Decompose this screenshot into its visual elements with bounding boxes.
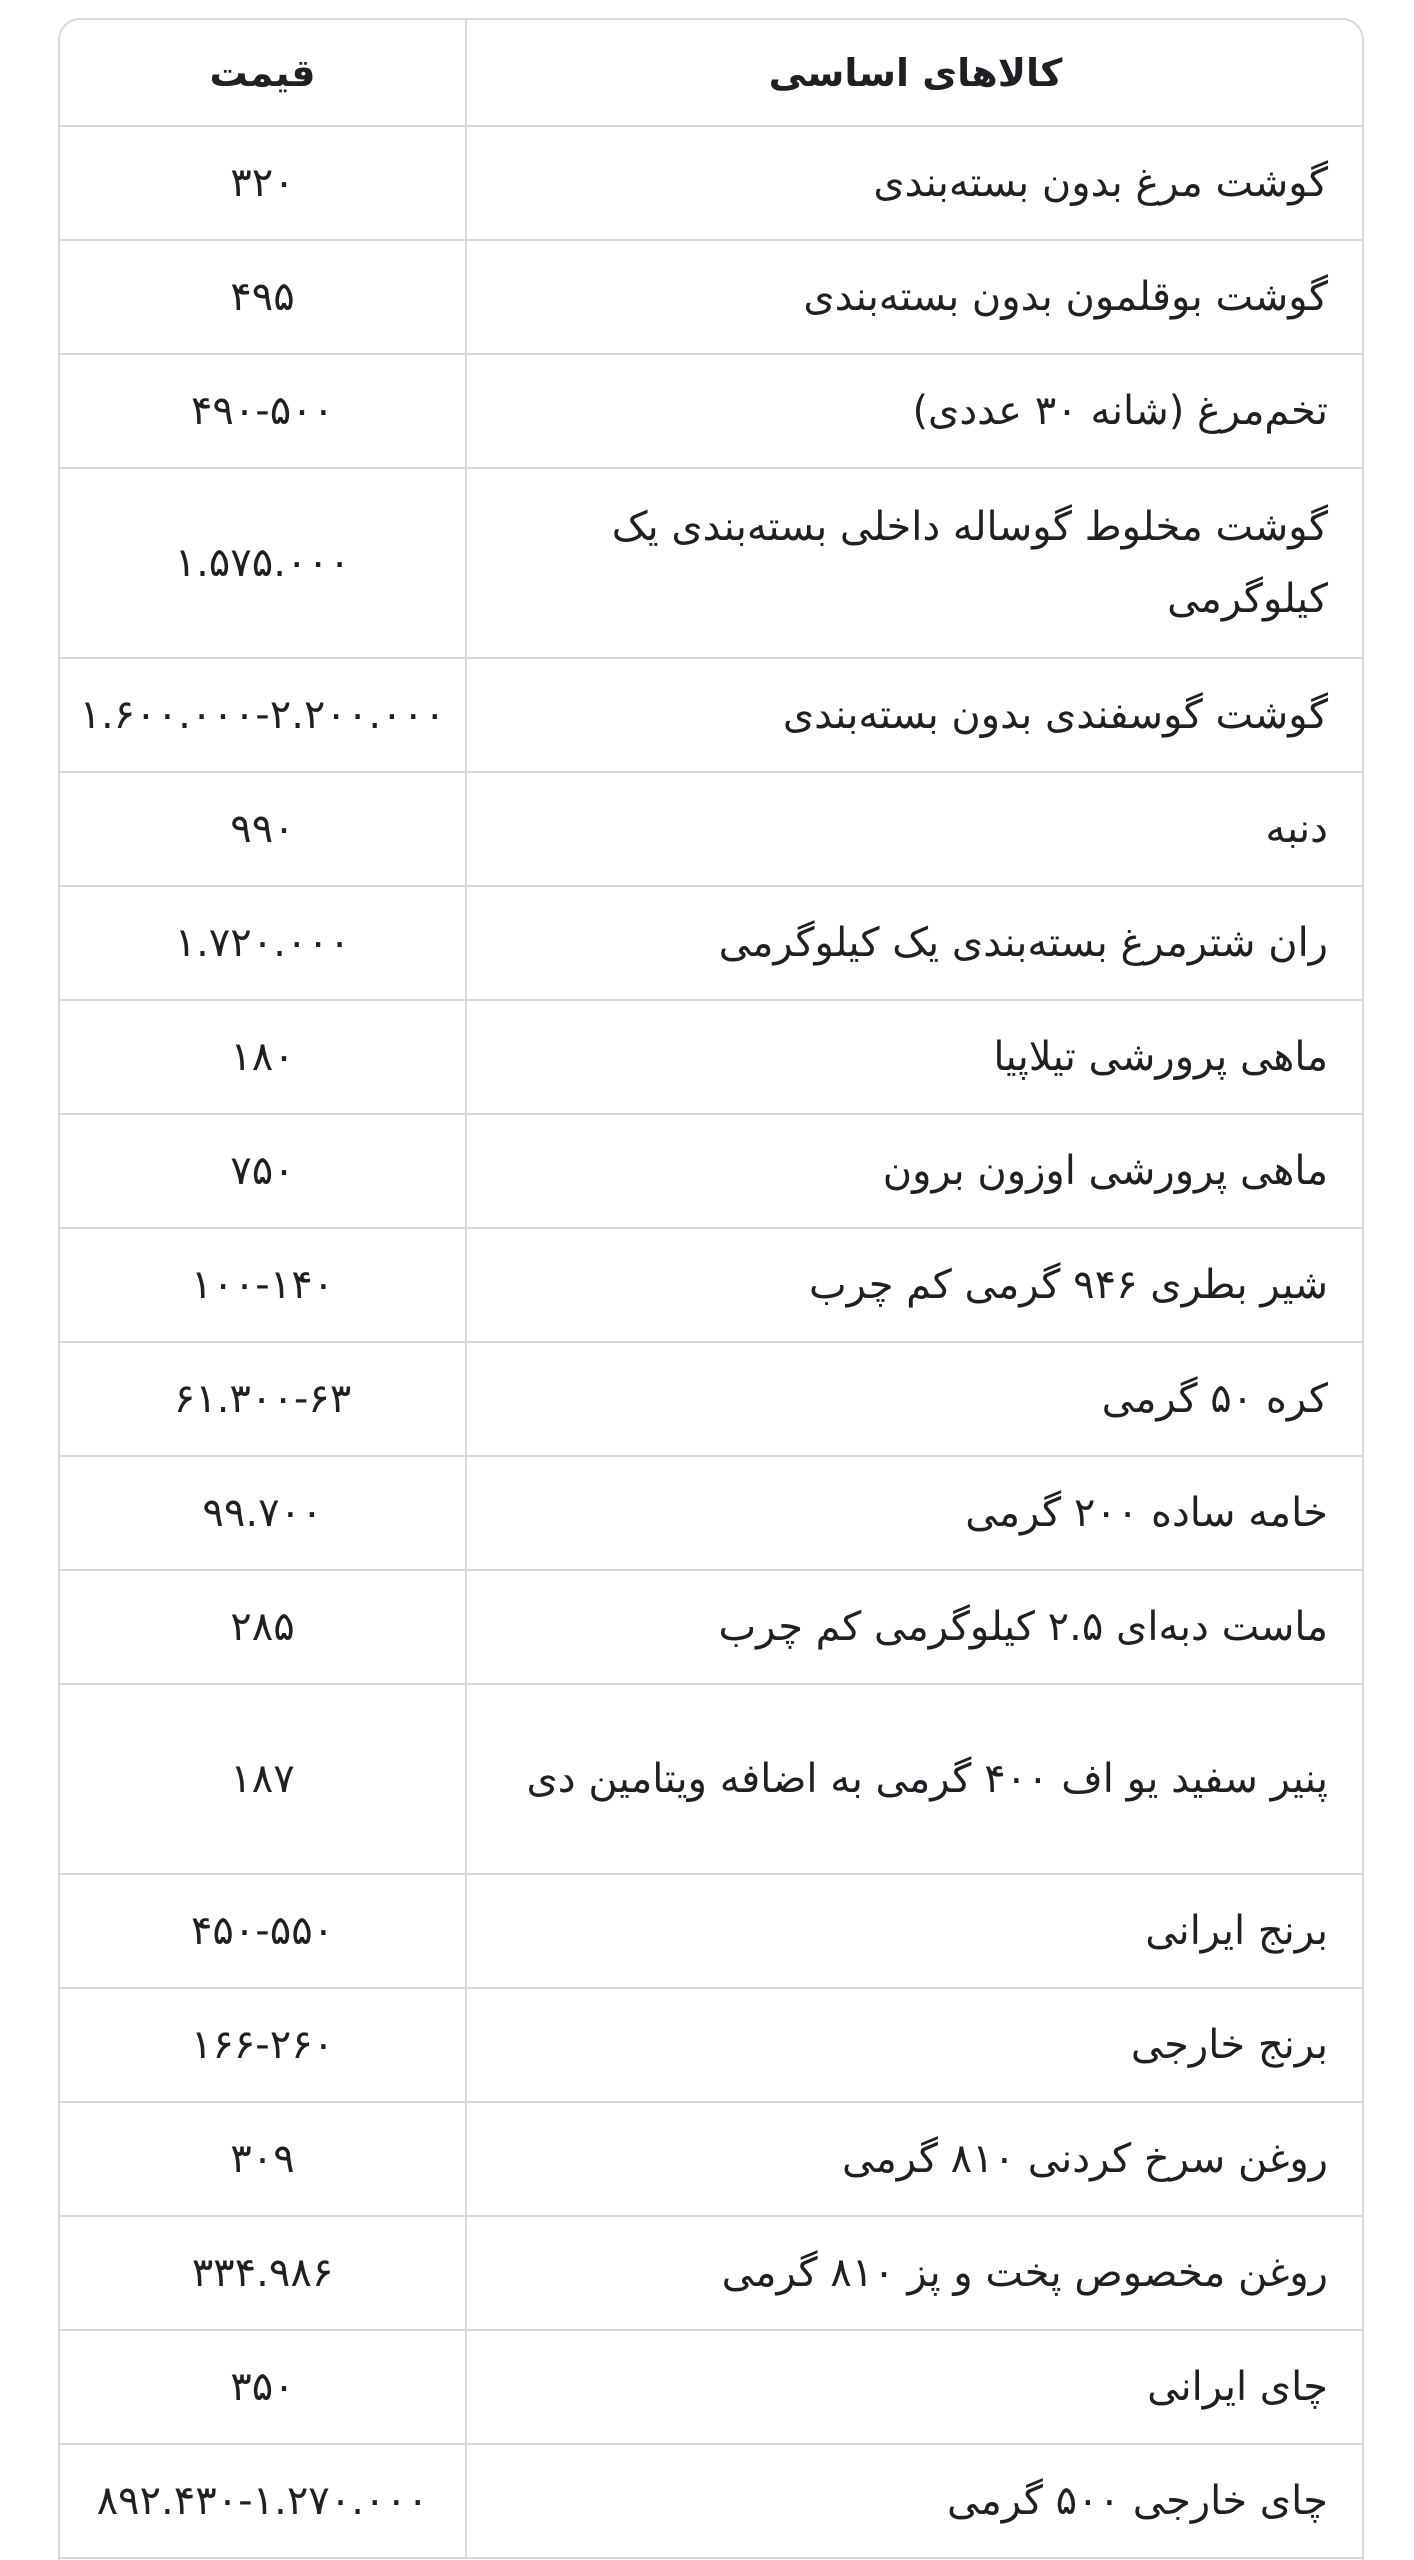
item-cell: چای خارجی ۵۰۰ گرمی [466, 2444, 1364, 2558]
item-cell: کره ۵۰ گرمی [466, 1342, 1364, 1456]
table-row [60, 1342, 1364, 1456]
price-cell: ۱۸۰ [60, 1000, 466, 1114]
price-table-container [58, 18, 1364, 2560]
table-row [60, 354, 1364, 468]
item-cell: ماست دبه‌ای ۲.۵ کیلوگرمی کم چرب [466, 1570, 1364, 1684]
price-cell: ۹۹۰ [60, 772, 466, 886]
table-row [60, 1228, 1364, 1342]
table-row [60, 1988, 1364, 2102]
price-cell: ۹۹.۷۰۰ [60, 1456, 466, 1570]
price-cell: ۴۵۰-۵۵۰ [60, 1874, 466, 1988]
table-row [60, 1570, 1364, 1684]
table-row [60, 772, 1364, 886]
table-row [60, 886, 1364, 1000]
item-cell: ماهی پرورشی اوزون برون [466, 1114, 1364, 1228]
price-cell: ۴۹۰-۵۰۰ [60, 354, 466, 468]
table-row [60, 1684, 1364, 1874]
item-cell: پنیر سفید یو اف ۴۰۰ گرمی به اضافه ویتامین دی [466, 1684, 1364, 1874]
item-cell: تخم‌مرغ (شانه ۳۰ عددی) [466, 354, 1364, 468]
table-row [60, 2216, 1364, 2330]
table-row [60, 1456, 1364, 1570]
table-row [60, 2330, 1364, 2444]
table-row [60, 126, 1364, 240]
item-cell: ران شترمرغ بسته‌بندی یک کیلوگرمی [466, 886, 1364, 1000]
price-cell: ۱۰۰-۱۴۰ [60, 1228, 466, 1342]
item-cell: برنج ایرانی [466, 1874, 1364, 1988]
item-cell: شیر بطری ۹۴۶ گرمی کم چرب [466, 1228, 1364, 1342]
price-cell: ۳۵۰ [60, 2330, 466, 2444]
item-cell: گوشت بوقلمون بدون بسته‌بندی [466, 240, 1364, 354]
table-row [60, 1000, 1364, 1114]
price-cell: ۱.۵۷۵.۰۰۰ [60, 468, 466, 658]
item-cell: گوشت مرغ بدون بسته‌بندی [466, 126, 1364, 240]
item-cell: روغن سرخ کردنی ۸۱۰ گرمی [466, 2102, 1364, 2216]
table-row [60, 1114, 1364, 1228]
price-cell: ۴۹۵ [60, 240, 466, 354]
item-cell: ماهی پرورشی تیلاپیا [466, 1000, 1364, 1114]
price-cell: ۳۳۴.۹۸۶ [60, 2216, 466, 2330]
table-row [60, 240, 1364, 354]
price-table [60, 20, 1364, 2559]
item-cell: دنبه [466, 772, 1364, 886]
item-cell: چای ایرانی [466, 2330, 1364, 2444]
table-header-row [60, 20, 1364, 126]
header-item: کالاهای اساسی [466, 20, 1364, 126]
table-row [60, 468, 1364, 658]
header-price: قیمت [60, 20, 466, 126]
price-cell: ۶۱.۳۰۰-۶۳ [60, 1342, 466, 1456]
price-cell: ۲۸۵ [60, 1570, 466, 1684]
price-cell: ۱.۷۲۰.۰۰۰ [60, 886, 466, 1000]
table-row [60, 2444, 1364, 2558]
item-cell: برنج خارجی [466, 1988, 1364, 2102]
price-cell: ۱۸۷ [60, 1684, 466, 1874]
price-cell: ۱.۶۰۰.۰۰۰-۲.۲۰۰.۰۰۰ [60, 658, 466, 772]
item-cell: گوشت مخلوط گوساله داخلی بسته‌بندی یک کیلوگرمی [466, 468, 1364, 658]
price-cell: ۱۶۶-۲۶۰ [60, 1988, 466, 2102]
item-cell: روغن مخصوص پخت و پز ۸۱۰ گرمی [466, 2216, 1364, 2330]
price-cell: ۸۹۲.۴۳۰-۱.۲۷۰.۰۰۰ [60, 2444, 466, 2558]
table-row [60, 1874, 1364, 1988]
table-row [60, 2102, 1364, 2216]
table-row [60, 658, 1364, 772]
price-cell: ۳۰۹ [60, 2102, 466, 2216]
price-cell: ۷۵۰ [60, 1114, 466, 1228]
item-cell: گوشت گوسفندی بدون بسته‌بندی [466, 658, 1364, 772]
price-cell: ۳۲۰ [60, 126, 466, 240]
item-cell: خامه ساده ۲۰۰ گرمی [466, 1456, 1364, 1570]
